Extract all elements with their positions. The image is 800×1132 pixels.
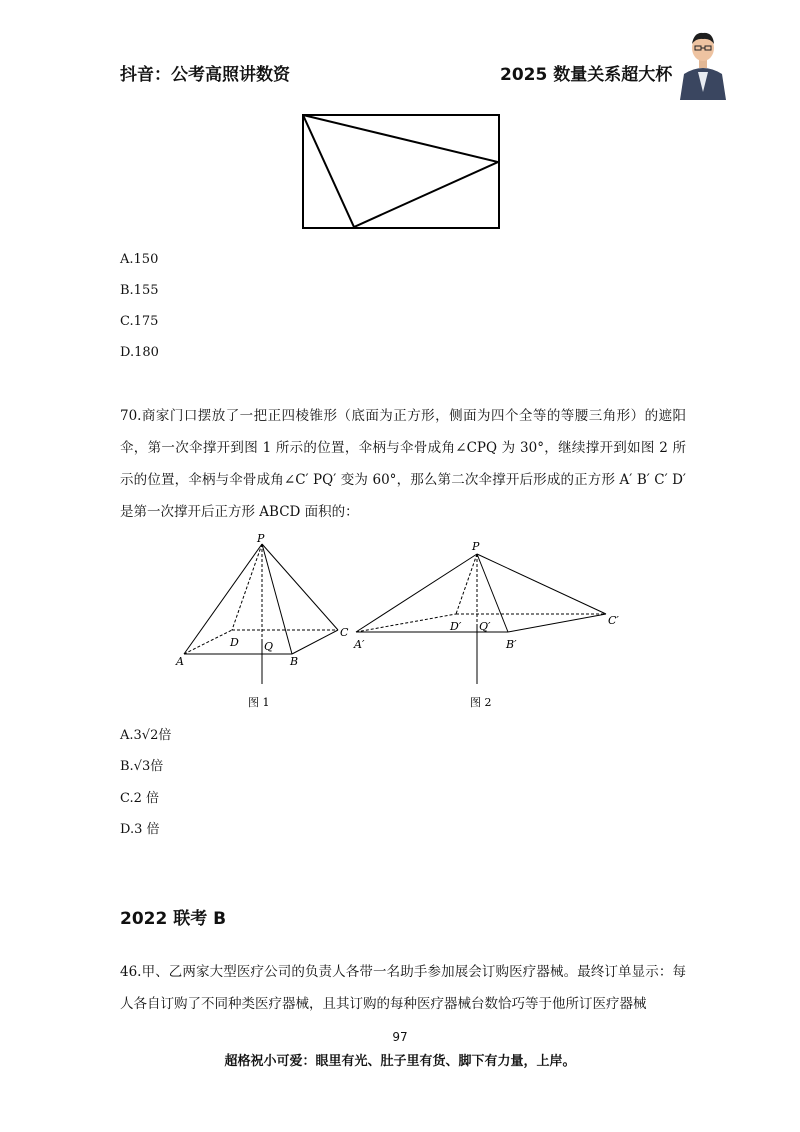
rectangle-triangle-figure: [300, 112, 500, 230]
fig2-label-d: D′: [450, 620, 462, 633]
figure-2-pyramid: [356, 554, 606, 684]
fig1-label-q: Q: [264, 640, 274, 653]
fig2-label-a: A′: [354, 638, 365, 651]
fig2-label-b: B′: [506, 638, 517, 651]
q46-question-text: 46.甲、乙两家大型医疗公司的负责人各带一名助手参加展会订购医疗器械。最终订单显示：每人各自订购了不同种类医疗器械，且其订购的每种医疗器械台数恰巧等于他所订医疗器械: [120, 964, 686, 1012]
fig2-label-q: Q′: [479, 620, 491, 633]
pyramid-umbrella-figures: [172, 534, 632, 714]
page-number: 97: [392, 1030, 408, 1044]
footer-slogan: 超格祝小可爱：眼里有光、肚子里有货、脚下有力量，上岸。: [224, 1054, 576, 1069]
figure-1-pyramid: [184, 544, 338, 684]
q70-option-b[interactable]: B.√3倍: [120, 759, 164, 774]
section-title: 2022 联考 B: [120, 909, 227, 929]
q70-question-text: 70.商家门口摆放了一把正四棱锥形（底面为正方形，侧面为四个全等的等腰三角形）的遮阳伞，第一次伞撑开到图 1 所示的位置，伞柄与伞骨成角∠CPQ 为 30°，继续撑开到如图 2 所示的位置，伞柄与伞骨成角∠C′ PQ′ 变为 60°，那么第二次伞撑开后形成的正方形 A′ B′ C′ D′ 是第一次撑开后正方形 ABCD 面积的：: [120, 408, 686, 520]
fig2-label-c: C′: [608, 614, 619, 627]
presenter-avatar-image: [676, 22, 730, 100]
q70-option-c[interactable]: C.2 倍: [120, 791, 160, 806]
fig1-label-d: D: [230, 636, 239, 649]
q69-option-d[interactable]: D.180: [120, 345, 159, 360]
q70-option-d[interactable]: D.3 倍: [120, 822, 160, 837]
fig2-label-p: P: [472, 540, 480, 553]
fig1-label-p: P: [257, 534, 265, 545]
fig1-label-b: B: [290, 655, 299, 668]
header-right-title: 2025 数量关系超大杯: [500, 65, 673, 85]
fig2-caption: 图 2: [470, 696, 492, 709]
q69-option-a[interactable]: A.150: [120, 252, 159, 267]
q70-option-a[interactable]: A.3√2倍: [120, 728, 172, 743]
q69-option-c[interactable]: C.175: [120, 314, 159, 329]
fig1-label-c: C: [340, 626, 349, 639]
header-left-title: 抖音：公考高照讲数资: [120, 65, 290, 85]
q69-option-b[interactable]: B.155: [120, 283, 159, 298]
fig1-caption: 图 1: [248, 696, 270, 709]
fig1-label-a: A: [176, 655, 184, 668]
